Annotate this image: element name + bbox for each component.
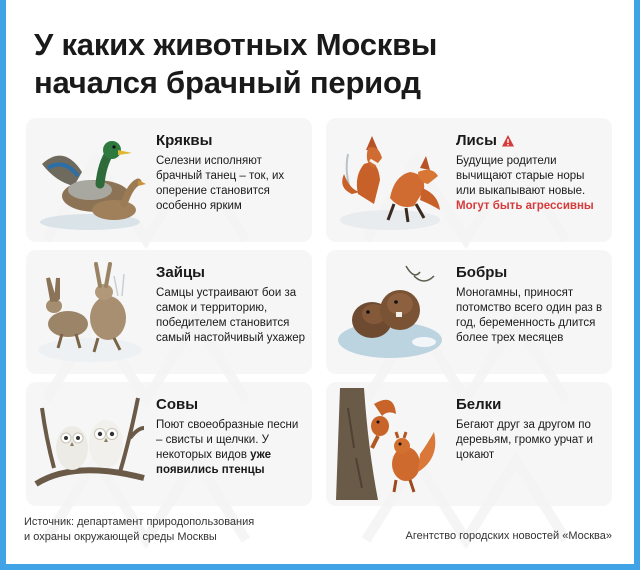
card-text-body: Будущие родители вычищают старые норы или выкапывают новые. <box>456 155 586 197</box>
card-owls <box>26 382 312 506</box>
hare-illustration <box>34 256 146 368</box>
card-title: Совы <box>156 396 199 413</box>
warning-icon <box>501 134 515 148</box>
card-hares <box>26 250 312 374</box>
card-text: Самцы устраивают бои за самок и территорию, победителем становится самый настойчивый ухажер <box>156 287 306 344</box>
card-text <box>456 154 606 214</box>
card-title-text: Лисы <box>456 132 497 149</box>
fox-illustration <box>334 124 446 236</box>
source-line-2: и охраны окружающей среды Москвы <box>24 531 217 543</box>
owl-illustration <box>34 388 146 500</box>
aggression-warning: Могут быть агрессивны <box>456 200 594 212</box>
source-line-1: Источник: департамент природопользования <box>24 516 255 528</box>
page-title <box>34 26 594 102</box>
card-squirrels <box>326 382 612 506</box>
card-title <box>456 132 606 150</box>
title-line-1: У каких животных Москвы <box>34 27 438 62</box>
beaver-illustration <box>334 256 446 368</box>
card-title: Зайцы <box>156 264 205 281</box>
squirrel-illustration <box>334 388 446 500</box>
card-text: Селезни исполняют брачный танец – ток, их оперение становится особенно ярким <box>156 155 285 212</box>
card-text: Бегают друг за другом по деревьям, громко урчат и цокают <box>456 419 593 461</box>
agency-credit: Агентство городских новостей «Москва» <box>405 530 612 542</box>
card-text <box>156 418 306 478</box>
title-line-2: начался брачный период <box>34 65 421 100</box>
duck-illustration <box>34 124 146 236</box>
card-foxes <box>326 118 612 242</box>
card-ducks <box>26 118 312 242</box>
card-title: Бобры <box>456 264 508 281</box>
card-text-highlight: уже появились птенцы <box>156 449 272 476</box>
card-title: Кряквы <box>156 132 213 149</box>
card-text-body: Поют своеобразные песни – свисты и щелчки. У некоторых видов <box>156 419 299 461</box>
source-note <box>24 515 324 545</box>
card-title: Белки <box>456 396 502 413</box>
card-text: Моногамны, приносят потомство всего один раз в год, беременность длится более трех месяцев <box>456 287 603 344</box>
card-beavers <box>326 250 612 374</box>
